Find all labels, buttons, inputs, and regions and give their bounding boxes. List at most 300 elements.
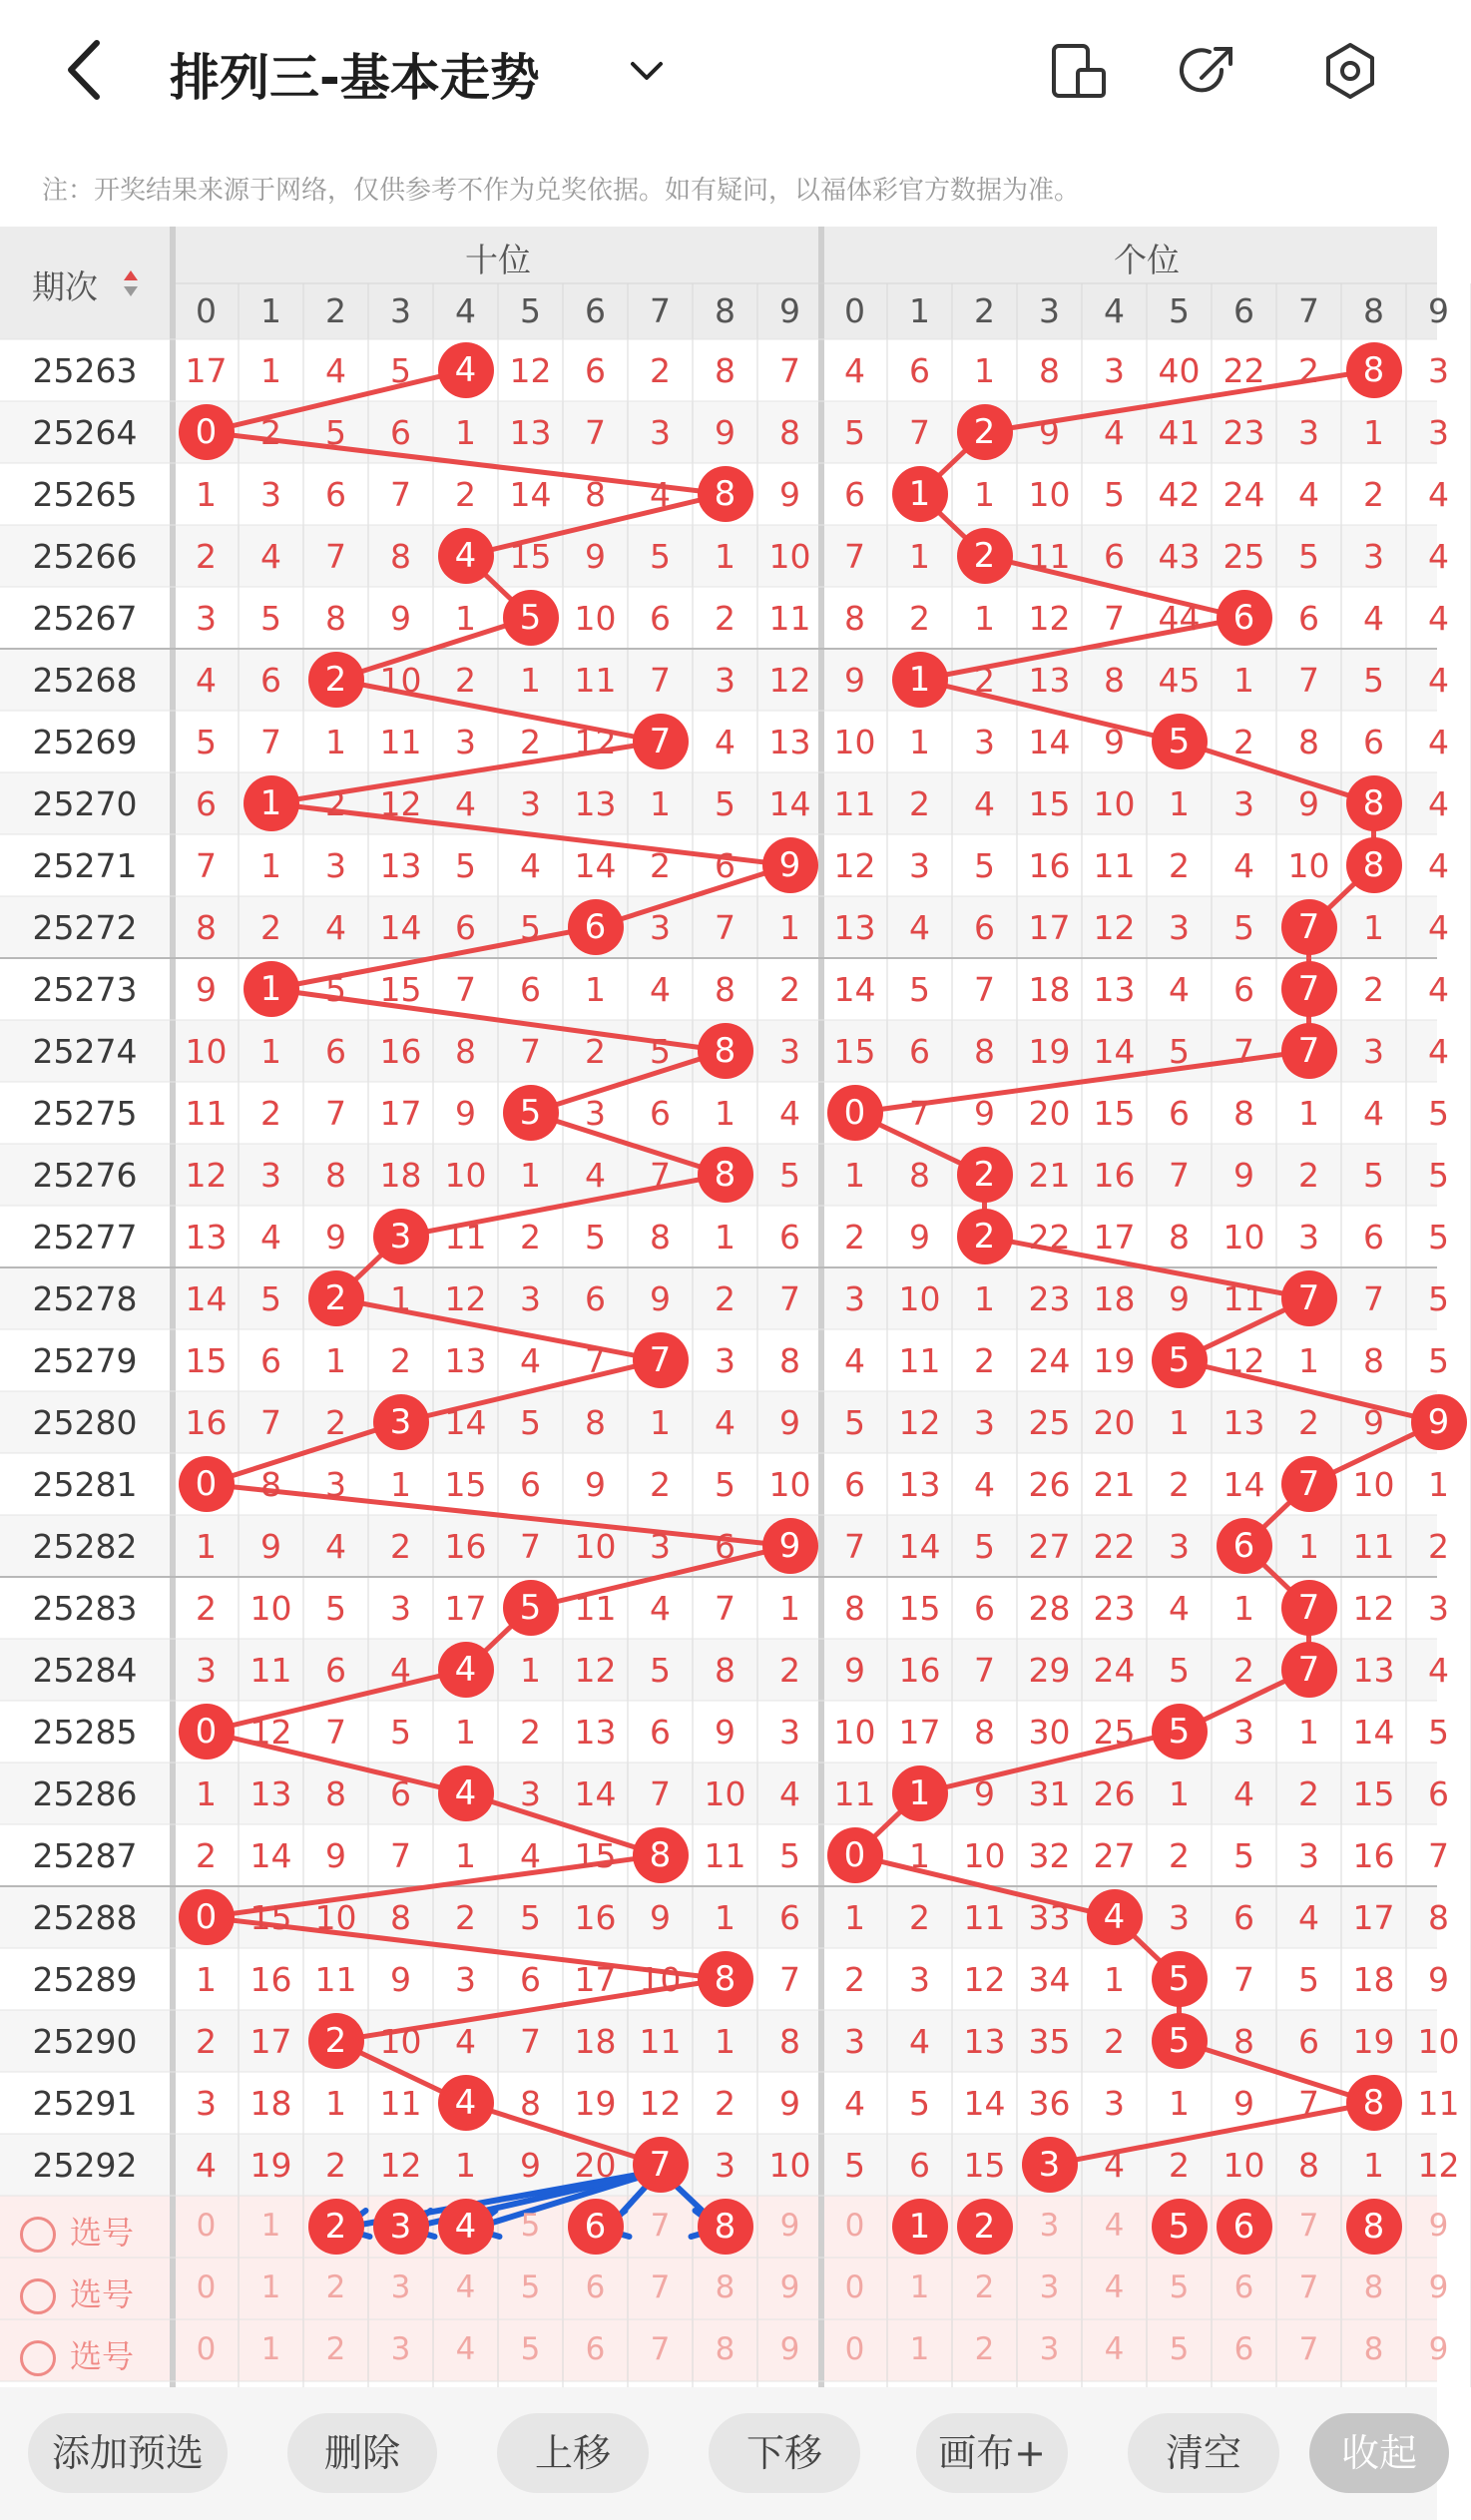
selectable-number[interactable]: 3 bbox=[1039, 2331, 1060, 2367]
selectable-number[interactable]: 2 bbox=[325, 2331, 346, 2367]
selectable-number[interactable]: 8 bbox=[715, 2269, 736, 2305]
omission-count: 1 bbox=[196, 1960, 217, 1999]
omission-count: 1 bbox=[1169, 1774, 1190, 1813]
omission-count: 8 bbox=[390, 1898, 411, 1937]
omission-count: 5 bbox=[1428, 1094, 1449, 1133]
omission-count: 5 bbox=[1428, 1279, 1449, 1318]
pick-row-selector[interactable] bbox=[20, 2208, 170, 2254]
chevron-down-icon[interactable] bbox=[627, 52, 667, 92]
selectable-number[interactable]: 7 bbox=[1298, 2269, 1319, 2305]
omission-count: 4 bbox=[1233, 1774, 1254, 1813]
selectable-number[interactable]: 5 bbox=[520, 2208, 541, 2244]
omission-count: 9 bbox=[974, 1094, 995, 1133]
omission-count: 4 bbox=[390, 1651, 411, 1690]
omission-count: 10 bbox=[768, 537, 811, 576]
omission-count: 5 bbox=[520, 908, 541, 947]
omission-count: 41 bbox=[1158, 413, 1201, 452]
selectable-number[interactable]: 7 bbox=[650, 2331, 671, 2367]
omission-count: 7 bbox=[1169, 1156, 1190, 1195]
winning-number-ball: 4 bbox=[438, 1642, 494, 1698]
omission-count: 2 bbox=[844, 1218, 865, 1257]
omission-count: 10 bbox=[379, 2022, 422, 2061]
omission-count: 1 bbox=[325, 2084, 346, 2123]
winning-number-ball: 8 bbox=[1346, 342, 1402, 398]
omission-count: 9 bbox=[844, 1651, 865, 1690]
sort-icon[interactable] bbox=[122, 268, 140, 298]
omission-count: 1 bbox=[1233, 1589, 1254, 1628]
omission-count: 4 bbox=[1428, 599, 1449, 638]
winning-number-ball: 7 bbox=[1281, 1642, 1337, 1698]
omission-count: 1 bbox=[1169, 2084, 1190, 2123]
omission-count: 4 bbox=[1169, 970, 1190, 1009]
omission-count: 7 bbox=[909, 413, 930, 452]
selectable-number[interactable]: 9 bbox=[779, 2208, 800, 2244]
omission-count: 7 bbox=[585, 1341, 606, 1380]
tens-digit-header: 4 bbox=[455, 291, 476, 330]
omission-count: 1 bbox=[909, 1836, 930, 1875]
omission-count: 1 bbox=[196, 1774, 217, 1813]
omission-count: 4 bbox=[650, 475, 671, 514]
omission-count: 15 bbox=[898, 1589, 941, 1628]
omission-count: 18 bbox=[249, 2084, 292, 2123]
omission-count: 5 bbox=[650, 537, 671, 576]
omission-count: 10 bbox=[1028, 475, 1071, 514]
omission-count: 6 bbox=[1298, 2022, 1319, 2061]
omission-count: 4 bbox=[1428, 537, 1449, 576]
selectable-number[interactable]: 5 bbox=[1169, 2269, 1190, 2305]
omission-count: 3 bbox=[260, 475, 281, 514]
omission-count: 9 bbox=[585, 1465, 606, 1504]
winning-number-ball: 5 bbox=[503, 1580, 559, 1636]
toolbar-button[interactable]: 清空 bbox=[1128, 2413, 1279, 2493]
omission-count: 9 bbox=[520, 2146, 541, 2185]
selectable-number[interactable]: 3 bbox=[390, 2269, 411, 2305]
winning-number-ball: 9 bbox=[762, 837, 818, 893]
winning-number-ball: 1 bbox=[892, 652, 948, 708]
omission-count: 1 bbox=[974, 475, 995, 514]
omission-count: 5 bbox=[779, 1836, 800, 1875]
omission-count: 12 bbox=[1028, 599, 1071, 638]
omission-count: 4 bbox=[844, 1341, 865, 1380]
winning-number-ball: 5 bbox=[1152, 1704, 1208, 1760]
issue-number: 25288 bbox=[32, 1898, 138, 1937]
omission-count: 11 bbox=[1417, 2084, 1460, 2123]
omission-count: 1 bbox=[974, 1279, 995, 1318]
omission-count: 6 bbox=[1233, 970, 1254, 1009]
winning-number-ball: 8 bbox=[698, 466, 753, 522]
omission-count: 2 bbox=[390, 1341, 411, 1380]
omission-count: 7 bbox=[650, 661, 671, 700]
omission-count: 14 bbox=[833, 970, 876, 1009]
omission-count: 44 bbox=[1158, 599, 1201, 638]
omission-count: 15 bbox=[249, 1898, 292, 1937]
selectable-number[interactable]: 2 bbox=[974, 2269, 995, 2305]
omission-count: 4 bbox=[1428, 1651, 1449, 1690]
selectable-number[interactable]: 0 bbox=[844, 2208, 865, 2244]
omission-count: 7 bbox=[520, 1527, 541, 1566]
omission-count: 14 bbox=[509, 475, 552, 514]
omission-count: 2 bbox=[325, 2146, 346, 2185]
selectable-number[interactable]: 7 bbox=[650, 2208, 671, 2244]
omission-count: 4 bbox=[909, 908, 930, 947]
omission-count: 8 bbox=[715, 351, 736, 390]
omission-count: 6 bbox=[1104, 537, 1125, 576]
selectable-number[interactable]: 9 bbox=[779, 2331, 800, 2367]
omission-count: 7 bbox=[844, 537, 865, 576]
back-icon[interactable] bbox=[55, 35, 115, 105]
omission-count: 24 bbox=[1093, 1651, 1136, 1690]
selectable-number[interactable]: 4 bbox=[1104, 2331, 1125, 2367]
omission-count: 16 bbox=[1093, 1156, 1136, 1195]
omission-count: 14 bbox=[1028, 723, 1071, 761]
omission-count: 10 bbox=[1417, 2022, 1460, 2061]
toolbar-button[interactable]: 删除 bbox=[287, 2413, 437, 2493]
winning-number-ball: 8 bbox=[1346, 775, 1402, 831]
omission-count: 3 bbox=[1428, 1589, 1449, 1628]
selectable-number[interactable]: 5 bbox=[520, 2269, 541, 2305]
selectable-number[interactable]: 6 bbox=[1233, 2331, 1254, 2367]
omission-count: 14 bbox=[185, 1279, 228, 1318]
omission-count: 1 bbox=[844, 1898, 865, 1937]
selected-number-ball[interactable]: 6 bbox=[1217, 2199, 1272, 2255]
omission-count: 9 bbox=[779, 2084, 800, 2123]
omission-count: 10 bbox=[1287, 846, 1330, 885]
selected-number-ball[interactable]: 2 bbox=[957, 2199, 1013, 2255]
selectable-number[interactable]: 1 bbox=[260, 2331, 281, 2367]
winning-number-ball: 8 bbox=[1346, 2075, 1402, 2131]
omission-count: 3 bbox=[650, 908, 671, 947]
omission-count: 18 bbox=[1093, 1279, 1136, 1318]
omission-count: 2 bbox=[1169, 846, 1190, 885]
omission-count: 9 bbox=[1233, 1156, 1254, 1195]
radio-circle-icon[interactable] bbox=[20, 2217, 56, 2253]
selectable-number[interactable]: 8 bbox=[1363, 2269, 1384, 2305]
selectable-number[interactable]: 3 bbox=[1039, 2208, 1060, 2244]
omission-count: 11 bbox=[1352, 1527, 1395, 1566]
selected-number-ball[interactable]: 3 bbox=[373, 2199, 429, 2255]
omission-count: 15 bbox=[509, 537, 552, 576]
omission-count: 6 bbox=[325, 475, 346, 514]
omission-count: 25 bbox=[1028, 1403, 1071, 1442]
selected-number-ball[interactable]: 1 bbox=[892, 2199, 948, 2255]
omission-count: 3 bbox=[1363, 537, 1384, 576]
omission-count: 4 bbox=[779, 1774, 800, 1813]
omission-count: 12 bbox=[185, 1156, 228, 1195]
omission-count: 9 bbox=[390, 1960, 411, 1999]
selectable-number[interactable]: 1 bbox=[909, 2331, 930, 2367]
omission-count: 3 bbox=[325, 846, 346, 885]
winning-number-ball: 2 bbox=[308, 652, 364, 708]
selectable-number[interactable]: 3 bbox=[1039, 2269, 1060, 2305]
toolbar-button[interactable]: 收起 bbox=[1309, 2413, 1449, 2493]
omission-count: 4 bbox=[585, 1156, 606, 1195]
selectable-number[interactable]: 5 bbox=[1169, 2331, 1190, 2367]
omission-count: 15 bbox=[379, 970, 422, 1009]
omission-count: 3 bbox=[1428, 351, 1449, 390]
selectable-number[interactable]: 0 bbox=[844, 2331, 865, 2367]
omission-count: 24 bbox=[1028, 1341, 1071, 1380]
selectable-number[interactable]: 4 bbox=[1104, 2269, 1125, 2305]
omission-count: 2 bbox=[974, 1341, 995, 1380]
omission-count: 8 bbox=[1298, 723, 1319, 761]
omission-count: 8 bbox=[455, 1032, 476, 1071]
omission-count: 6 bbox=[390, 1774, 411, 1813]
selectable-number[interactable]: 7 bbox=[1298, 2208, 1319, 2244]
winning-number-ball: 8 bbox=[698, 1023, 753, 1079]
toolbar-button[interactable]: 下移 bbox=[709, 2413, 860, 2493]
omission-count: 10 bbox=[1352, 1465, 1395, 1504]
omission-count: 11 bbox=[444, 1218, 487, 1257]
omission-count: 3 bbox=[196, 2084, 217, 2123]
selectable-number[interactable]: 8 bbox=[715, 2331, 736, 2367]
pick-row-selector[interactable] bbox=[20, 2269, 170, 2315]
selected-number-ball[interactable]: 5 bbox=[1152, 2199, 1208, 2255]
selected-number-ball[interactable]: 2 bbox=[308, 2199, 364, 2255]
phone-layout-icon[interactable] bbox=[1048, 40, 1110, 102]
omission-count: 1 bbox=[455, 2146, 476, 2185]
pick-row-selector[interactable] bbox=[20, 2331, 170, 2377]
omission-count: 2 bbox=[260, 413, 281, 452]
page-title[interactable]: 排列三-基本走势 bbox=[170, 49, 540, 107]
tens-group-header: 十位 bbox=[465, 241, 531, 279]
toolbar-button[interactable]: 添加预选 bbox=[28, 2413, 228, 2493]
omission-count: 16 bbox=[444, 1527, 487, 1566]
omission-count: 8 bbox=[1363, 1341, 1384, 1380]
omission-count: 10 bbox=[249, 1589, 292, 1628]
selectable-number[interactable]: 9 bbox=[1428, 2269, 1449, 2305]
omission-count: 1 bbox=[1363, 413, 1384, 452]
omission-count: 1 bbox=[1298, 1341, 1319, 1380]
issue-number: 25274 bbox=[32, 1032, 138, 1071]
omission-count: 5 bbox=[909, 2084, 930, 2123]
omission-count: 17 bbox=[249, 2022, 292, 2061]
omission-count: 23 bbox=[1093, 1589, 1136, 1628]
omission-count: 3 bbox=[196, 1651, 217, 1690]
selectable-number[interactable]: 4 bbox=[1104, 2208, 1125, 2244]
omission-count: 2 bbox=[1363, 970, 1384, 1009]
winning-number-ball: 1 bbox=[244, 961, 299, 1017]
omission-count: 2 bbox=[455, 661, 476, 700]
selectable-number[interactable]: 6 bbox=[1233, 2269, 1254, 2305]
omission-count: 6 bbox=[1169, 1094, 1190, 1133]
winning-number-ball: 5 bbox=[1152, 1332, 1208, 1388]
omission-count: 5 bbox=[390, 351, 411, 390]
issue-number: 25266 bbox=[32, 537, 138, 576]
omission-count: 15 bbox=[963, 2146, 1006, 2185]
omission-count: 14 bbox=[898, 1527, 941, 1566]
omission-count: 14 bbox=[574, 1774, 617, 1813]
omission-count: 4 bbox=[1428, 846, 1449, 885]
omission-count: 11 bbox=[249, 1651, 292, 1690]
radio-circle-icon[interactable] bbox=[20, 2278, 56, 2314]
issue-number: 25263 bbox=[32, 351, 138, 390]
ones-digit-header: 6 bbox=[1233, 291, 1254, 330]
winning-number-ball: 5 bbox=[1152, 2013, 1208, 2069]
omission-count: 8 bbox=[1169, 1218, 1190, 1257]
omission-count: 4 bbox=[715, 1403, 736, 1442]
selectable-number[interactable]: 0 bbox=[844, 2269, 865, 2305]
selected-number-ball[interactable]: 6 bbox=[568, 2199, 624, 2255]
omission-count: 8 bbox=[1039, 351, 1060, 390]
winning-number-ball: 1 bbox=[244, 775, 299, 831]
selectable-number[interactable]: 1 bbox=[260, 2208, 281, 2244]
ones-digit-header: 0 bbox=[844, 291, 865, 330]
omission-count: 1 bbox=[585, 970, 606, 1009]
omission-count: 9 bbox=[585, 537, 606, 576]
settings-icon[interactable] bbox=[1319, 40, 1381, 102]
omission-count: 1 bbox=[844, 1156, 865, 1195]
omission-count: 1 bbox=[260, 1032, 281, 1071]
omission-count: 2 bbox=[1298, 1156, 1319, 1195]
omission-count: 1 bbox=[909, 537, 930, 576]
omission-count: 7 bbox=[455, 970, 476, 1009]
omission-count: 3 bbox=[1104, 2084, 1125, 2123]
ones-digit-header: 9 bbox=[1428, 291, 1449, 330]
selected-number-ball[interactable]: 8 bbox=[1346, 2199, 1402, 2255]
selectable-number[interactable]: 2 bbox=[974, 2331, 995, 2367]
winning-number-ball: 7 bbox=[1281, 1270, 1337, 1326]
omission-count: 10 bbox=[963, 1836, 1006, 1875]
omission-count: 15 bbox=[1028, 784, 1071, 823]
omission-count: 4 bbox=[779, 1094, 800, 1133]
omission-count: 1 bbox=[1428, 1465, 1449, 1504]
selectable-number[interactable]: 7 bbox=[1298, 2331, 1319, 2367]
radio-circle-icon[interactable] bbox=[20, 2340, 56, 2376]
omission-count: 8 bbox=[585, 1403, 606, 1442]
omission-count: 7 bbox=[260, 723, 281, 761]
omission-count: 5 bbox=[715, 784, 736, 823]
omission-count: 2 bbox=[909, 1898, 930, 1937]
omission-count: 3 bbox=[1104, 351, 1125, 390]
selectable-number[interactable]: 9 bbox=[1428, 2331, 1449, 2367]
omission-count: 11 bbox=[574, 1589, 617, 1628]
omission-count: 3 bbox=[1428, 413, 1449, 452]
selected-number-ball[interactable]: 4 bbox=[438, 2199, 494, 2255]
omission-count: 19 bbox=[249, 2146, 292, 2185]
omission-count: 6 bbox=[844, 475, 865, 514]
selectable-number[interactable]: 5 bbox=[520, 2331, 541, 2367]
omission-count: 6 bbox=[715, 1527, 736, 1566]
omission-count: 27 bbox=[1028, 1527, 1071, 1566]
omission-count: 11 bbox=[1223, 1279, 1265, 1318]
issue-number: 25267 bbox=[32, 599, 138, 638]
omission-count: 2 bbox=[909, 599, 930, 638]
omission-count: 3 bbox=[779, 1713, 800, 1752]
winning-number-ball: 7 bbox=[1281, 1456, 1337, 1512]
winning-number-ball: 4 bbox=[438, 528, 494, 584]
omission-count: 10 bbox=[574, 599, 617, 638]
omission-count: 9 bbox=[325, 1218, 346, 1257]
selectable-number[interactable]: 2 bbox=[325, 2269, 346, 2305]
winning-number-ball: 0 bbox=[179, 404, 235, 460]
omission-count: 2 bbox=[715, 599, 736, 638]
omission-count: 17 bbox=[185, 351, 228, 390]
selectable-number[interactable]: 7 bbox=[650, 2269, 671, 2305]
selectable-number[interactable]: 4 bbox=[455, 2269, 476, 2305]
omission-count: 2 bbox=[974, 661, 995, 700]
omission-count: 14 bbox=[574, 846, 617, 885]
omission-count: 13 bbox=[574, 784, 617, 823]
omission-count: 12 bbox=[574, 1651, 617, 1690]
omission-count: 10 bbox=[1093, 784, 1136, 823]
omission-count: 5 bbox=[196, 723, 217, 761]
omission-count: 1 bbox=[1104, 1960, 1125, 1999]
omission-count: 11 bbox=[768, 599, 811, 638]
issue-number: 25287 bbox=[32, 1836, 138, 1875]
share-icon[interactable] bbox=[1178, 40, 1239, 102]
toolbar-button[interactable]: 上移 bbox=[497, 2413, 649, 2493]
selectable-number[interactable]: 3 bbox=[390, 2331, 411, 2367]
omission-count: 9 bbox=[844, 661, 865, 700]
omission-count: 43 bbox=[1158, 537, 1201, 576]
omission-count: 16 bbox=[249, 1960, 292, 1999]
winning-number-ball: 2 bbox=[957, 528, 1013, 584]
omission-count: 36 bbox=[1028, 2084, 1071, 2123]
omission-count: 8 bbox=[260, 1465, 281, 1504]
winning-number-ball: 5 bbox=[503, 590, 559, 646]
selectable-number[interactable]: 9 bbox=[1428, 2208, 1449, 2244]
issue-number: 25283 bbox=[32, 1589, 138, 1628]
omission-count: 7 bbox=[779, 1279, 800, 1318]
selectable-number[interactable]: 8 bbox=[1363, 2331, 1384, 2367]
omission-count: 7 bbox=[520, 1032, 541, 1071]
omission-count: 10 bbox=[768, 1465, 811, 1504]
omission-count: 1 bbox=[390, 1279, 411, 1318]
winning-number-ball: 2 bbox=[957, 404, 1013, 460]
omission-count: 35 bbox=[1028, 2022, 1071, 2061]
omission-count: 7 bbox=[715, 908, 736, 947]
omission-count: 7 bbox=[325, 537, 346, 576]
selectable-number[interactable]: 9 bbox=[779, 2269, 800, 2305]
selectable-number[interactable]: 6 bbox=[585, 2331, 606, 2367]
omission-count: 8 bbox=[520, 2084, 541, 2123]
selectable-number[interactable]: 4 bbox=[455, 2331, 476, 2367]
tens-digit-header: 1 bbox=[260, 291, 281, 330]
toolbar-button[interactable]: 画布+ bbox=[916, 2413, 1068, 2493]
omission-count: 11 bbox=[314, 1960, 357, 1999]
omission-count: 7 bbox=[844, 1527, 865, 1566]
winning-number-ball: 8 bbox=[698, 1951, 753, 2007]
omission-count: 4 bbox=[1428, 723, 1449, 761]
selectable-number[interactable]: 0 bbox=[196, 2208, 217, 2244]
selectable-number[interactable]: 1 bbox=[909, 2269, 930, 2305]
selectable-number[interactable]: 1 bbox=[260, 2269, 281, 2305]
omission-count: 3 bbox=[1233, 1713, 1254, 1752]
issue-number: 25277 bbox=[32, 1218, 138, 1257]
winning-number-ball: 6 bbox=[1217, 590, 1272, 646]
omission-count: 1 bbox=[1169, 784, 1190, 823]
winning-number-ball: 5 bbox=[503, 1085, 559, 1141]
omission-count: 6 bbox=[974, 1589, 995, 1628]
omission-count: 3 bbox=[1169, 1898, 1190, 1937]
omission-count: 2 bbox=[715, 2084, 736, 2123]
omission-count: 7 bbox=[1298, 2084, 1319, 2123]
omission-count: 1 bbox=[974, 599, 995, 638]
issue-number: 25292 bbox=[32, 2146, 138, 2185]
selectable-number[interactable]: 0 bbox=[196, 2269, 217, 2305]
omission-count: 2 bbox=[260, 908, 281, 947]
winning-number-ball: 3 bbox=[373, 1394, 429, 1450]
omission-count: 12 bbox=[444, 1279, 487, 1318]
selected-number-ball[interactable]: 8 bbox=[698, 2199, 753, 2255]
issue-number: 25269 bbox=[32, 723, 138, 761]
omission-count: 6 bbox=[1363, 1218, 1384, 1257]
issue-number: 25275 bbox=[32, 1094, 138, 1133]
omission-count: 1 bbox=[325, 1341, 346, 1380]
selectable-number[interactable]: 0 bbox=[196, 2331, 217, 2367]
selectable-number[interactable]: 6 bbox=[585, 2269, 606, 2305]
omission-count: 17 bbox=[1028, 908, 1071, 947]
